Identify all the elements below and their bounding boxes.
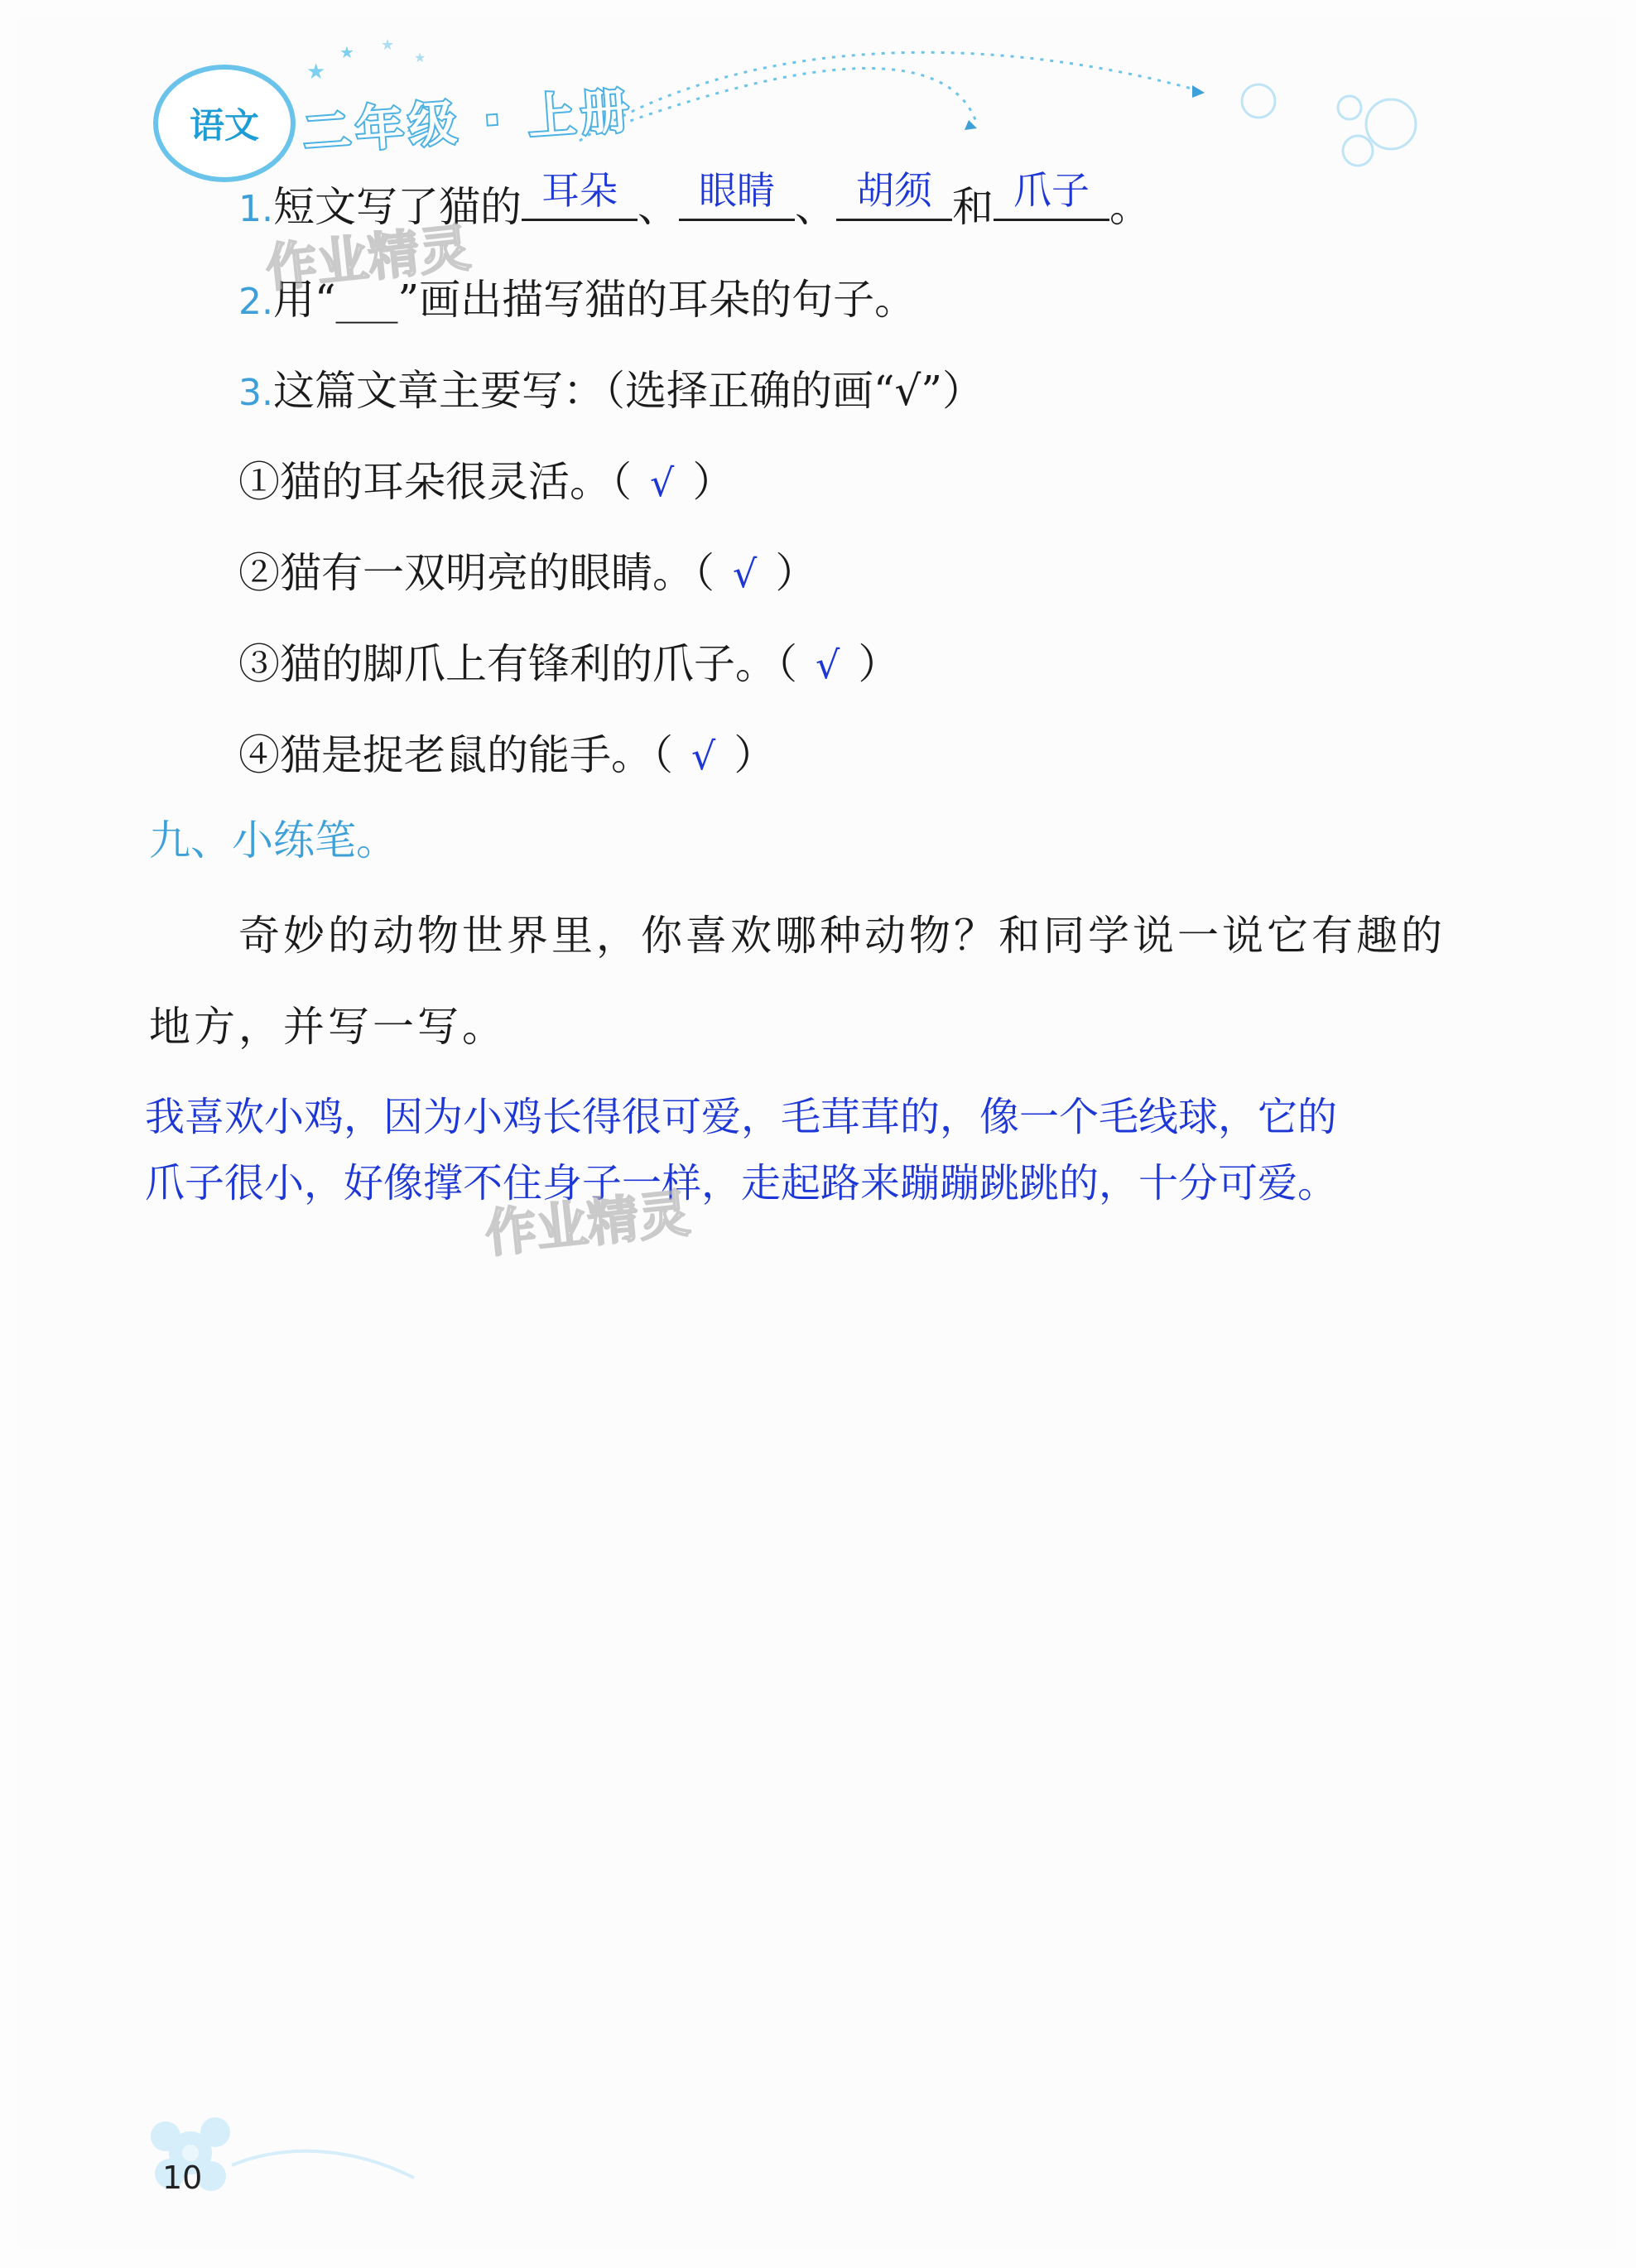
answer-text: 爪子 xyxy=(1013,168,1090,213)
answer-text: 耳朵 xyxy=(541,168,618,213)
question-text: 这篇文章主要写：（选择正确的画“√”） xyxy=(272,367,984,415)
answer-text: 眼睛 xyxy=(698,168,775,213)
subject-label: 语文 xyxy=(189,105,259,146)
check-mark: √ xyxy=(733,551,758,596)
option-text: ②猫有一双明亮的眼睛。（ xyxy=(238,549,715,597)
subject-badge xyxy=(153,65,296,182)
question-text: 用“___”画出描写猫的耳朵的句子。 xyxy=(272,276,917,324)
answer-blank xyxy=(994,168,1109,221)
separator: 、 xyxy=(794,183,836,231)
answer-line-1: 我喜欢小鸡，因为小鸡长得很可爱，毛茸茸的，像一个毛线球，它的 xyxy=(145,1094,1338,1140)
separator: 、 xyxy=(637,183,679,231)
section-title: 九、小练笔。 xyxy=(149,816,397,864)
svg-text:★: ★ xyxy=(414,50,426,65)
option-4 xyxy=(238,722,775,782)
answer-blank xyxy=(679,168,795,221)
page-header xyxy=(0,0,1636,182)
svg-text:★: ★ xyxy=(306,60,326,84)
option-text: ④猫是捉老鼠的能手。（ xyxy=(238,731,673,779)
question-text: 短文写了猫的 xyxy=(272,183,522,231)
paren-close: ） xyxy=(858,640,900,688)
watermark: 作业精灵 xyxy=(262,217,474,299)
svg-text:★: ★ xyxy=(381,36,395,54)
answer-blank xyxy=(836,168,952,221)
page-number: 10 xyxy=(162,2160,203,2196)
paren-close: ） xyxy=(734,731,776,779)
connector: 和 xyxy=(951,183,994,231)
answer-blank xyxy=(522,168,638,221)
question-number: 2. xyxy=(238,281,273,323)
answer-text: 胡须 xyxy=(855,168,932,213)
check-mark: √ xyxy=(816,643,840,687)
question-number: 3. xyxy=(238,372,273,414)
prompt-line-1: 奇妙的动物世界里，你喜欢哪种动物？和同学说一说它有趣的 xyxy=(238,912,1446,960)
prompt-line-2: 地方，并写一写。 xyxy=(149,1003,507,1051)
period: 。 xyxy=(1109,183,1151,231)
option-1 xyxy=(238,449,734,508)
option-text: ③猫的脚爪上有锋利的爪子。（ xyxy=(238,640,797,688)
paren-close: ） xyxy=(692,458,734,506)
watermark: 作业精灵 xyxy=(482,1182,693,1264)
check-mark: √ xyxy=(650,460,675,505)
option-3 xyxy=(238,631,899,691)
svg-text:★: ★ xyxy=(339,42,354,62)
option-text: ①猫的耳朵很灵活。（ xyxy=(238,458,632,506)
question-3 xyxy=(238,358,984,417)
question-number: 1. xyxy=(238,188,273,230)
grade-title: 二年级 · 上册 xyxy=(301,82,636,161)
check-mark: √ xyxy=(691,734,716,778)
paren-close: ） xyxy=(775,549,817,597)
answer-line-2: 爪子很小，好像撑不住身子一样，走起路来蹦蹦跳跳的，十分可爱。 xyxy=(145,1160,1338,1206)
option-2 xyxy=(238,540,816,600)
